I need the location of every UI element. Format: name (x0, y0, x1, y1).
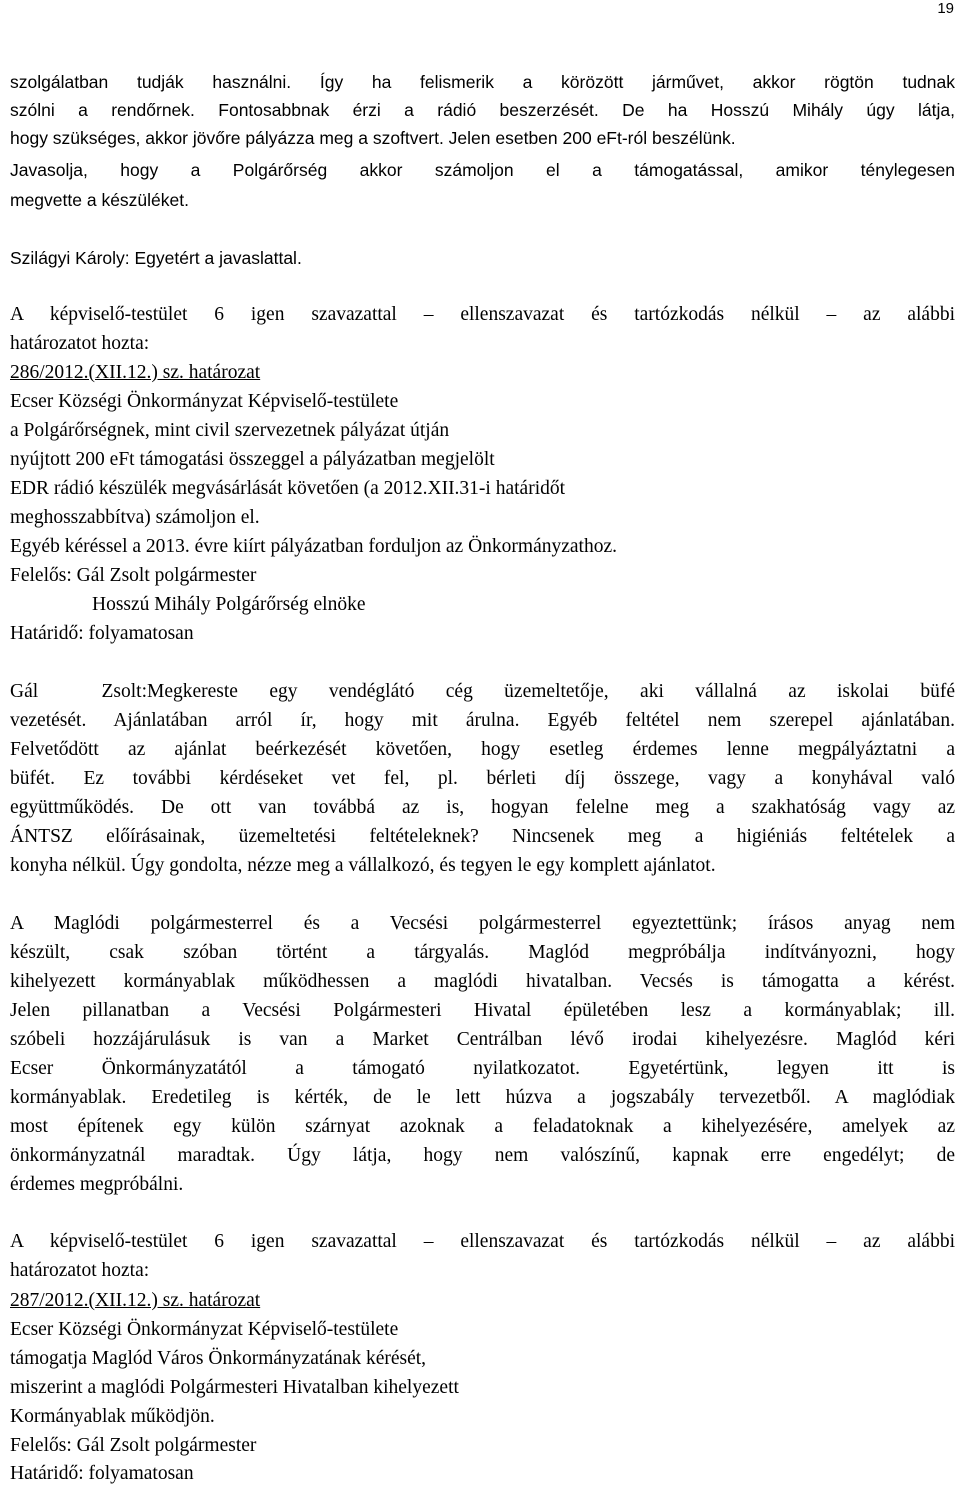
resolution-line: Kormányablak működjön. (10, 1406, 215, 1427)
speaker-text: Megkereste egy vendéglátó cég üzemeltetője, aki vállalná az iskolai büfé (147, 681, 955, 702)
maglod-line: érdemes megpróbálni. (10, 1174, 184, 1195)
resolution-line: nyújtott 200 eFt támogatási összeggel a pályázatban megjelölt (10, 449, 495, 470)
gal-line: konyha nélkül. Úgy gondolta, nézze meg a vállalkozó, és tegyen le egy komplett ajánlatot. (10, 855, 716, 876)
maglod-line: Jelen pillanatban a Vecsési Polgármesteri Hivatal épületében lesz a kormányablak; ill. (10, 1000, 955, 1021)
gal-first-line (10, 680, 955, 704)
vote-text: határozatot hozta: (10, 333, 150, 354)
intro-line: szolgálatban tudják használni. Így ha felismerik a körözött járművet, akkor rögtön tudnak (10, 72, 955, 92)
resolution-line: EDR rádió készülék megvásárlását követően (a 2012.XII.31-i határidőt (10, 478, 566, 499)
page-number: 19 (937, 0, 954, 17)
intro-line: Javasolja, hogy a Polgárőrség akkor számoljon el a támogatással, amikor ténylegesen (10, 160, 955, 180)
resolution-responsible: Felelős: Gál Zsolt polgármester (10, 565, 257, 586)
intro-line: megvette a készüléket. (10, 190, 189, 210)
maglod-line: A Maglódi polgármesterrel és a Vecsési polgármesterrel egyeztettünk; írásos anyag nem (10, 913, 955, 934)
vote-text: A képviselő-testület 6 igen szavazattal – ellenszavazat és tartózkodás nélkül – az alábbi (10, 1231, 955, 1252)
resolution-line: a Polgárőrségnek, mint civil szervezetnek pályázat útján (10, 420, 450, 441)
resolution-deadline: Határidő: folyamatosan (10, 1463, 194, 1484)
resolution-responsible-2: Hosszú Mihály Polgárőrség elnöke (92, 594, 366, 615)
maglod-line: önkormányzatnál maradtak. Úgy látja, hogy nem valószínű, kapnak erre engedélyt; de (10, 1145, 955, 1166)
vote-text: A képviselő-testület 6 igen szavazattal – ellenszavazat és tartózkodás nélkül – az alábbi (10, 304, 955, 325)
resolution-responsible: Felelős: Gál Zsolt polgármester (10, 1435, 257, 1456)
resolution-deadline: Határidő: folyamatosan (10, 623, 194, 644)
resolution-line: Egyéb kéréssel a 2013. évre kiírt pályázatban forduljon az Önkormányzathoz. (10, 536, 617, 557)
maglod-line: készült, csak szóban történt a tárgyalás. Maglód megpróbálja indítványozni, hogy (10, 942, 955, 963)
maglod-line: most építenek egy külön szárnyat azoknak a feladatoknak a kihelyezésére, amelyek az (10, 1116, 955, 1137)
maglod-line: szóbeli hozzájárulásuk is van a Market Centrálban lévő irodai kihelyezésre. Maglód kéri (10, 1029, 955, 1050)
gal-line: Felvetődött az ajánlat beérkezését követően, hogy esetleg érdemes lenne megpályáztatni a (10, 739, 955, 760)
szilagyi-statement: Szilágyi Károly: Egyetért a javaslattal. (10, 248, 302, 268)
gal-line: ÁNTSZ előírásainak, üzemeltetési feltételeknek? Nincsenek meg a higiéniás feltételek a (10, 826, 955, 847)
resolution-line: miszerint a maglódi Polgármesteri Hivatalban kihelyezett (10, 1377, 459, 1398)
maglod-line: kormányablak. Eredetileg is kérték, de le lett húzva a jogszabály tervezetből. A maglódiak (10, 1087, 955, 1108)
resolution-number: 286/2012.(XII.12.) sz. határozat (10, 362, 261, 383)
gal-line: együttműködés. De ott van továbbá az is, hogyan felelne meg a szakhatóság vagy az (10, 797, 955, 818)
speaker-name: Gál Zsolt: (10, 681, 147, 702)
gal-line: vezetését. Ajánlatában arról ír, hogy mit árulna. Egyéb feltétel nem szerepel ajánlatában. (10, 710, 955, 731)
maglod-line: kihelyezett kormányablak működhessen a maglódi hivatalban. Vecsés is támogatta a kérést. (10, 971, 955, 992)
resolution-line: Ecser Községi Önkormányzat Képviselő-testülete (10, 1319, 399, 1340)
intro-line: hogy szükséges, akkor jövőre pályázza meg a szoftvert. Jelen esetben 200 eFt-ról beszélünk. (10, 128, 736, 148)
vote-text: határozatot hozta: (10, 1260, 150, 1281)
resolution-number: 287/2012.(XII.12.) sz. határozat (10, 1290, 261, 1311)
maglod-line: Ecser Önkormányzatától a támogató nyilatkozatot. Egyetértünk, legyen itt is (10, 1058, 955, 1079)
gal-line: büfét. Ez további kérdéseket vet fel, pl. bérleti díj összege, vagy a konyhával való (10, 768, 955, 789)
intro-line: szólni a rendőrnek. Fontosabbnak érzi a rádió beszerzését. De ha Hosszú Mihály úgy látja, (10, 100, 955, 120)
resolution-line: támogatja Maglód Város Önkormányzatának kérését, (10, 1348, 427, 1369)
resolution-line: Ecser Községi Önkormányzat Képviselő-testülete (10, 391, 399, 412)
resolution-line: meghosszabbítva) számoljon el. (10, 507, 260, 528)
